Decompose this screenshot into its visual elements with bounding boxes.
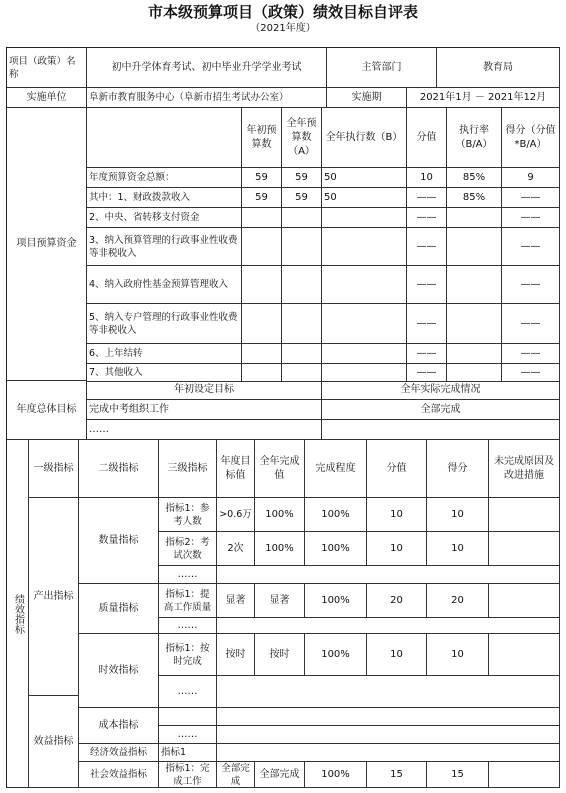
budget-row-score: —— — [502, 228, 560, 266]
timeliness-row-actual: 按时 — [255, 634, 305, 676]
dept-value: 教育局 — [437, 48, 560, 88]
period-value: 2021年1月 － 2021年12月 — [407, 88, 560, 108]
budget-row-score-value: —— — [407, 266, 447, 304]
benefit-indicator-label: 效益指标 — [29, 696, 79, 788]
budget-row-rate: 85% — [447, 188, 502, 208]
quantity-row1-reason — [489, 498, 560, 532]
quality-ellipsis-rest — [217, 618, 560, 634]
budget-row-label: 2、中央、省转移支付资金 — [87, 208, 242, 228]
budget-header-blank — [87, 108, 242, 168]
economic-row-rest — [217, 744, 560, 762]
budget-row-exec — [322, 364, 407, 382]
col-initial-budget: 年初预算数 — [242, 108, 282, 168]
timeliness-ellipsis: …… — [159, 676, 217, 708]
budget-row-annual — [282, 266, 322, 304]
budget-row-label: 年度预算资金总额： — [87, 168, 242, 188]
perf-col-score: 得分 — [427, 440, 489, 498]
budget-row-rate — [447, 304, 502, 344]
timeliness-row-reason — [489, 634, 560, 676]
budget-row-annual — [282, 344, 322, 364]
quantity-row1-name: 指标1：参考人数 — [159, 498, 217, 532]
timeliness-row-score: 10 — [427, 634, 489, 676]
budget-row-initial — [242, 304, 282, 344]
timeliness-row-degree: 100% — [305, 634, 367, 676]
budget-row-label: 5、纳入专户管理的行政事业性收费等非税收入 — [87, 304, 242, 344]
quantity-row1-degree: 100% — [305, 498, 367, 532]
budget-row-score-value: —— — [407, 304, 447, 344]
cost-ellipsis-rest — [217, 726, 560, 744]
budget-row-annual — [282, 364, 322, 382]
budget-row-label: 其中：1、财政拨款收入 — [87, 188, 242, 208]
social-row-reason — [489, 762, 560, 788]
budget-row-exec: 50 — [322, 168, 407, 188]
budget-row-initial: 59 — [242, 188, 282, 208]
budget-row-exec — [322, 208, 407, 228]
quantity-row1-actual: 100% — [255, 498, 305, 532]
goals-actual-blank — [322, 420, 560, 440]
quantity-row1-score: 10 — [427, 498, 489, 532]
performance-section-label: 绩效指标 — [7, 440, 29, 788]
budget-row-score-value: —— — [407, 208, 447, 228]
social-row-actual: 全部完成 — [255, 762, 305, 788]
quality-row-score: 20 — [427, 584, 489, 618]
budget-row-score: —— — [502, 208, 560, 228]
quality-row-reason — [489, 584, 560, 618]
budget-row-annual: 59 — [282, 188, 322, 208]
timeliness-indicator-label: 时效指标 — [79, 634, 159, 708]
perf-col-level2: 二级指标 — [79, 440, 159, 498]
perf-col-level1: 一级指标 — [29, 440, 79, 498]
budget-row-initial: 59 — [242, 168, 282, 188]
budget-row-score: 9 — [502, 168, 560, 188]
evaluation-table — [6, 47, 560, 788]
budget-row-initial — [242, 228, 282, 266]
economic-row-name: 指标1 — [159, 744, 217, 762]
quality-row-name: 指标1：提高工作质量 — [159, 584, 217, 618]
col-score: 得分（分值*B/A） — [502, 108, 560, 168]
timeliness-row-score-value: 10 — [367, 634, 427, 676]
budget-row-score: —— — [502, 304, 560, 344]
quantity-row2-score: 10 — [427, 532, 489, 566]
budget-row-exec — [322, 344, 407, 364]
project-name-value: 初中升学体育考试、初中毕业升学学业考试 — [87, 48, 327, 88]
budget-row-label: 4、纳入政府性基金预算管理收入 — [87, 266, 242, 304]
quantity-row2-target: 2次 — [217, 532, 255, 566]
col-exec-rate: 执行率（B/A） — [447, 108, 502, 168]
cost-blank-rest — [217, 708, 560, 726]
timeliness-row-target: 按时 — [217, 634, 255, 676]
perf-col-degree: 完成程度 — [305, 440, 367, 498]
budget-row-score-value: —— — [407, 228, 447, 266]
social-row-score-value: 15 — [367, 762, 427, 788]
budget-row-rate: 85% — [447, 168, 502, 188]
goals-col-actual: 全年实际完成情况 — [322, 381, 560, 400]
quantity-row2-name: 指标2：考试次数 — [159, 532, 217, 566]
budget-row-label: 3、纳入预算管理的行政事业性收费等非税收入 — [87, 228, 242, 266]
quantity-row2-actual: 100% — [255, 532, 305, 566]
budget-row-rate — [447, 208, 502, 228]
goals-actual-value: 全部完成 — [322, 400, 560, 420]
page-title: 市本级预算项目（政策）绩效目标自评表 — [147, 3, 418, 21]
quantity-indicator-label: 数量指标 — [79, 498, 159, 584]
quantity-row2-degree: 100% — [305, 532, 367, 566]
quantity-row2-reason — [489, 532, 560, 566]
budget-row-initial — [242, 266, 282, 304]
quality-row-score-value: 20 — [367, 584, 427, 618]
social-indicator-label: 社会效益指标 — [79, 762, 159, 788]
dept-label: 主管部门 — [327, 48, 437, 88]
social-row-name: 指标1：完成工作 — [159, 762, 217, 788]
timeliness-ellipsis-rest — [217, 676, 560, 708]
budget-row-label: 7、其他收入 — [87, 364, 242, 382]
unit-label: 实施单位 — [7, 88, 87, 108]
budget-row-initial — [242, 364, 282, 382]
budget-row-annual — [282, 304, 322, 344]
perf-col-score-value: 分值 — [367, 440, 427, 498]
quality-indicator-label: 质量指标 — [79, 584, 159, 634]
quality-ellipsis: …… — [159, 618, 217, 634]
quantity-row2-score-value: 10 — [367, 532, 427, 566]
quantity-ellipsis: …… — [159, 566, 217, 584]
budget-row-rate — [447, 228, 502, 266]
page-subtitle: （2021年度） — [250, 23, 316, 34]
col-annual-budget: 全年预算数（A） — [282, 108, 322, 168]
budget-row-annual — [282, 228, 322, 266]
output-indicator-label: 产出指标 — [29, 498, 79, 696]
project-name-label: 项目（政策）名称 — [7, 48, 87, 88]
budget-row-annual: 59 — [282, 168, 322, 188]
cost-blank — [159, 708, 217, 726]
goals-col-set: 年初设定目标 — [87, 381, 322, 400]
timeliness-row-name: 指标1：按时完成 — [159, 634, 217, 676]
budget-section-label: 项目预算资金 — [7, 108, 87, 381]
budget-row-score-value: —— — [407, 364, 447, 382]
budget-row-score-value: —— — [407, 344, 447, 364]
goals-set-value: 完成中考组织工作 — [87, 400, 322, 420]
budget-row-rate — [447, 344, 502, 364]
period-label: 实施期 — [327, 88, 407, 108]
budget-row-rate — [447, 266, 502, 304]
economic-indicator-label: 经济效益指标 — [79, 744, 159, 762]
budget-row-score: —— — [502, 266, 560, 304]
cost-indicator-label: 成本指标 — [79, 708, 159, 744]
quantity-ellipsis-rest — [217, 566, 560, 584]
col-annual-exec: 全年执行数（B） — [322, 108, 407, 168]
col-score-value: 分值 — [407, 108, 447, 168]
budget-row-exec — [322, 266, 407, 304]
quality-row-actual: 显著 — [255, 584, 305, 618]
goals-ellipsis: …… — [87, 420, 322, 440]
budget-row-score: —— — [502, 344, 560, 364]
budget-row-score: —— — [502, 188, 560, 208]
budget-row-initial — [242, 208, 282, 228]
perf-col-actual: 全年完成值 — [255, 440, 305, 498]
budget-row-initial — [242, 344, 282, 364]
unit-value: 阜新市教育服务中心（阜新市招生考试办公室） — [87, 88, 327, 108]
quantity-row1-target: >0.6万 — [217, 498, 255, 532]
cost-ellipsis: …… — [159, 726, 217, 744]
budget-row-score-value: 10 — [407, 168, 447, 188]
perf-col-reason: 未完成原因及改进措施 — [489, 440, 560, 498]
social-row-score: 15 — [427, 762, 489, 788]
budget-row-exec — [322, 304, 407, 344]
budget-row-score-value: —— — [407, 188, 447, 208]
goals-section-label: 年度总体目标 — [7, 381, 87, 440]
social-row-degree: 100% — [305, 762, 367, 788]
budget-row-rate — [447, 364, 502, 382]
budget-row-label: 6、上年结转 — [87, 344, 242, 364]
budget-row-annual — [282, 208, 322, 228]
budget-row-score: —— — [502, 364, 560, 382]
perf-col-level3: 三级指标 — [159, 440, 217, 498]
quantity-row1-score-value: 10 — [367, 498, 427, 532]
budget-row-exec: 50 — [322, 188, 407, 208]
quality-row-degree: 100% — [305, 584, 367, 618]
quality-row-target: 显著 — [217, 584, 255, 618]
perf-col-target: 年度目标值 — [217, 440, 255, 498]
social-row-target: 全部完成 — [217, 762, 255, 788]
budget-row-exec — [322, 228, 407, 266]
